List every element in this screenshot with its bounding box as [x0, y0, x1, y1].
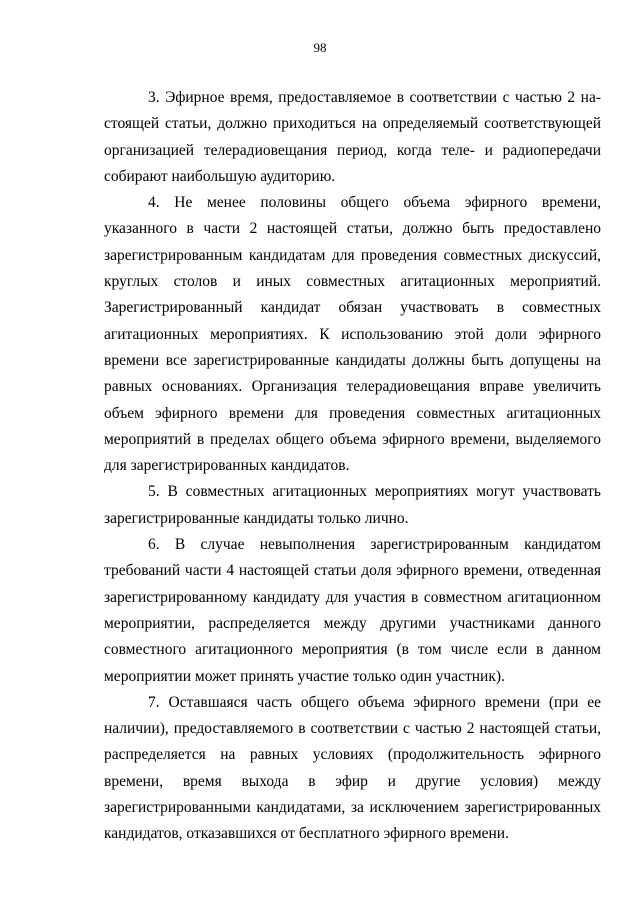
paragraph-4: 4. Не менее половины общего объема эфирного времени, указанного в части 2 настоящей статьи, должно быть предоставлено зарегистрированным кандидатам для проведения совместных дискуссий, круглых столов и иных совместных агитационных мероприятий. Зарегистрированный кандидат обязан участвовать в совместных агитационных мероприятиях. К использованию этой доли эфирного времени все зарегистрированные кандидаты должны быть допущены на равных основаниях. Организация телерадиовещания вправе увеличить объем эфирного времени для проведения совместных агитационных мероприятий в пределах общего объема эфирного времени, выделяемого для зарегистрированных кандидатов. [104, 194, 601, 475]
page-number: 98 [313, 40, 327, 55]
paragraph-5: 5. В совместных агитационных мероприятиях могут участвовать зарегистрированные кандидаты только лично. [104, 483, 601, 527]
document-body [104, 85, 601, 848]
paragraph-7: 7. Оставшаяся часть общего объема эфирного времени (при ее наличии), предоставляемого в соответствии с частью 2 настоящей статьи, распределяется на равных условиях (продолжительность эфирного времени, время выхода в эфир и другие условия) между зарегистрированными кандидатами, за исключением зарегистрированных кандидатов, отказавшихся от бесплатного эфирного времени. [104, 693, 601, 843]
paragraph-3: 3. Эфирное время, предоставляемое в соответствии с частью 2 настоящей статьи, должно приходиться на определяемый соответствующей организацией телерадиовещания период, когда теле- и радиопередачи собирают наибольшую аудиторию. [104, 89, 601, 185]
paragraph-6: 6. В случае невыполнения зарегистрированным кандидатом требований части 4 настоящей статьи доля эфирного времени, отведенная зарегистрированному кандидату для участия в совместном агитационном мероприятии, распределяется между другими участниками данного совместного агитационного мероприятия (в том числе если в данном мероприятии может принять участие только один участник). [104, 536, 601, 685]
